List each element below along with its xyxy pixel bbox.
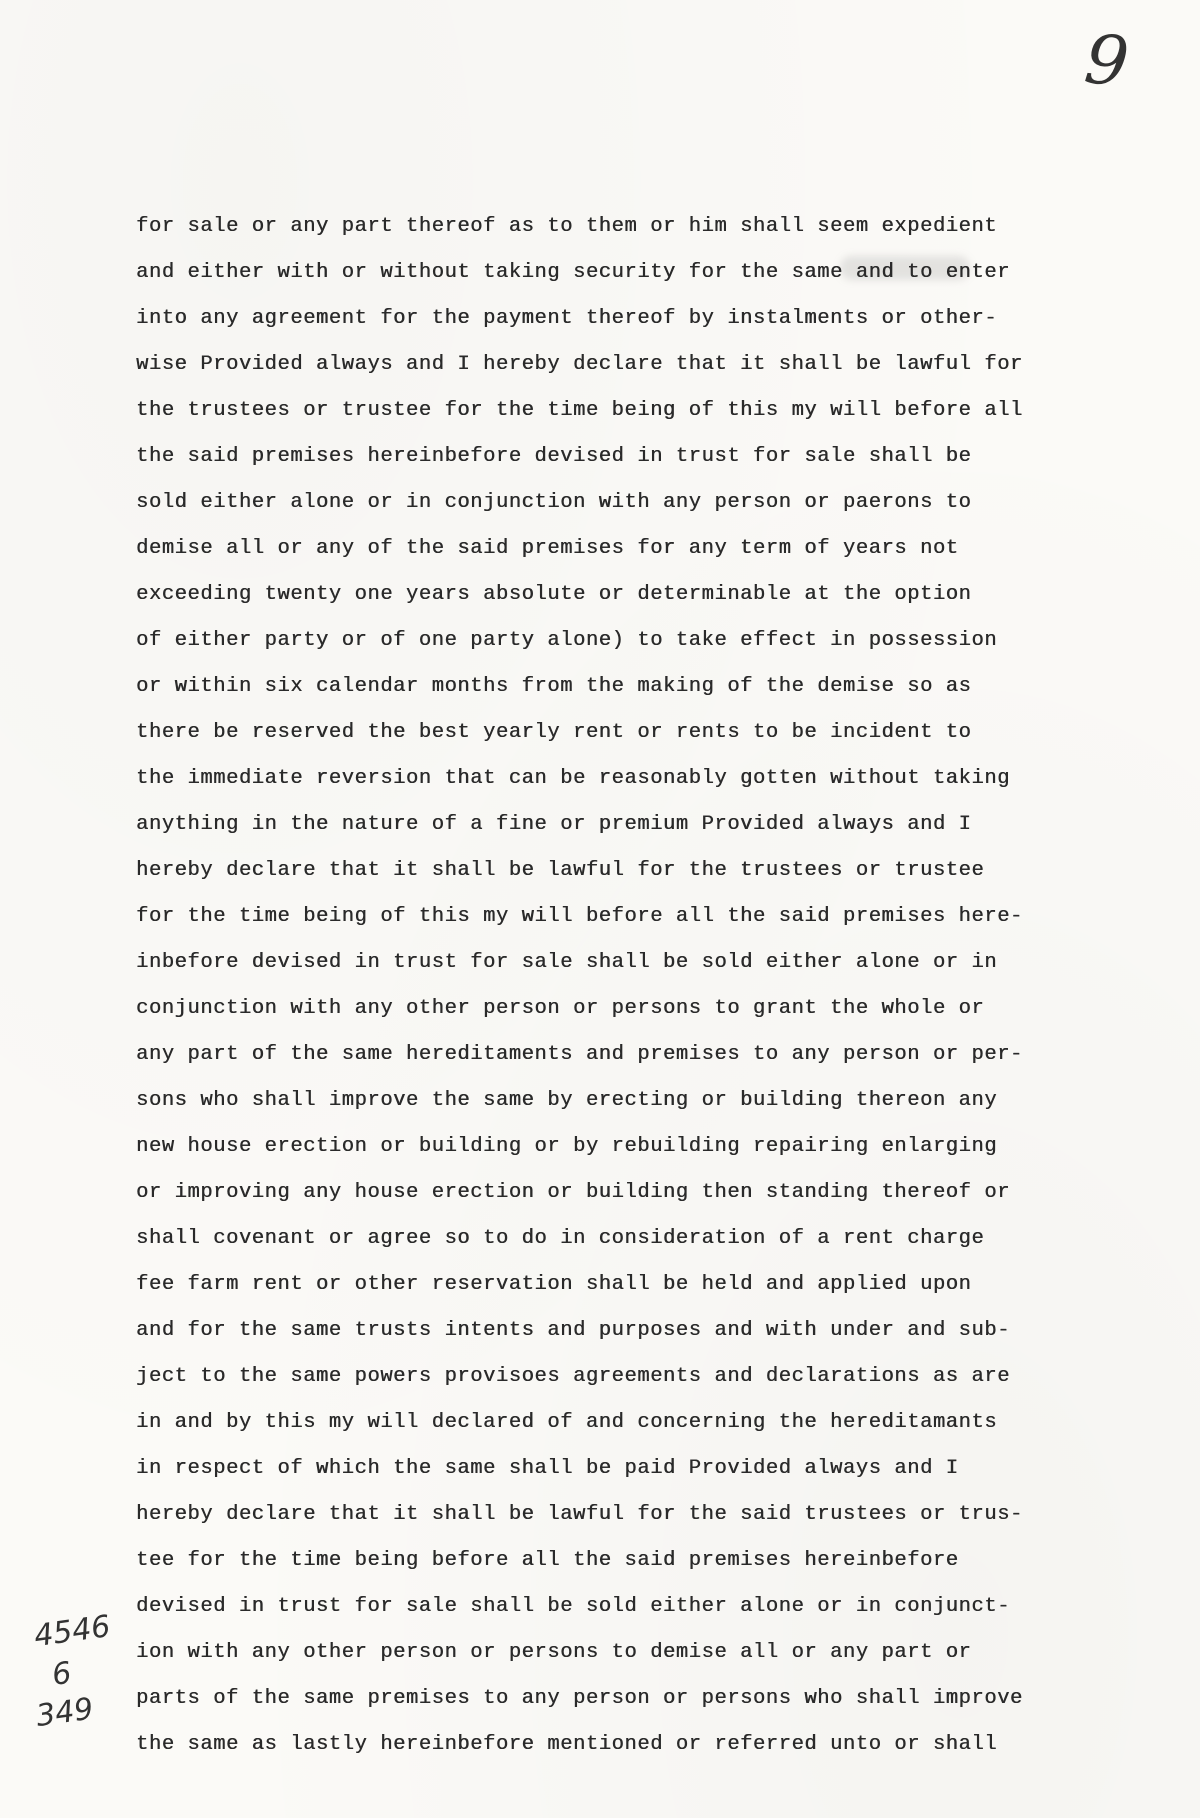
text-line: sons who shall improve the same by erecting or building thereon any: [136, 1089, 998, 1112]
text-line: and for the same trusts intents and purposes and with under and sub-: [136, 1319, 1010, 1342]
text-line: or improving any house erection or building then standing thereof or: [136, 1181, 1010, 1204]
text-line: and either with or without taking security for the same and to enter: [136, 261, 1010, 284]
margin-note: 349: [34, 1691, 96, 1735]
text-line: for sale or any part thereof as to them or him shall seem expedient: [136, 215, 998, 238]
text-line: inbefore devised in trust for sale shall be sold either alone or in: [136, 951, 998, 974]
page-number: 9: [1080, 19, 1133, 104]
text-line: into any agreement for the payment thereof by instalments or other-: [136, 307, 998, 330]
text-line: in respect of which the same shall be paid Provided always and I: [136, 1457, 959, 1480]
text-line: for the time being of this my will before all the said premises here-: [136, 905, 1023, 928]
text-line: hereby declare that it shall be lawful for the trustees or trustee: [136, 859, 985, 882]
text-line: the same as lastly hereinbefore mentioned or referred unto or shall: [136, 1733, 998, 1756]
text-line: in and by this my will declared of and concerning the hereditamants: [136, 1411, 998, 1434]
text-line: fee farm rent or other reservation shall be held and applied upon: [136, 1273, 972, 1296]
handwritten-margin-notes: [30, 1608, 140, 1735]
text-line: of either party or of one party alone) to take effect in possession: [136, 629, 998, 652]
text-line: wise Provided always and I hereby declare that it shall be lawful for: [136, 353, 1023, 376]
text-line: sold either alone or in conjunction with any person or paerons to: [136, 491, 972, 514]
text-line: hereby declare that it shall be lawful for the said trustees or trus-: [136, 1503, 1023, 1526]
margin-note: 6: [49, 1655, 74, 1693]
text-line: any part of the same hereditaments and premises to any person or per-: [136, 1043, 1023, 1066]
text-line: conjunction with any other person or persons to grant the whole or: [136, 997, 985, 1020]
margin-note: 4546: [32, 1608, 113, 1655]
document-body: [136, 204, 1136, 1768]
text-line: ject to the same powers provisoes agreements and declarations as are: [136, 1365, 1010, 1388]
text-line: the immediate reversion that can be reasonably gotten without taking: [136, 767, 1010, 790]
text-line: shall covenant or agree so to do in consideration of a rent charge: [136, 1227, 985, 1250]
text-line: or within six calendar months from the making of the demise so as: [136, 675, 972, 698]
text-line: demise all or any of the said premises for any term of years not: [136, 537, 959, 560]
text-line: devised in trust for sale shall be sold either alone or in conjunct-: [136, 1595, 1010, 1618]
text-line: exceeding twenty one years absolute or determinable at the option: [136, 583, 972, 606]
text-line: new house erection or building or by rebuilding repairing enlarging: [136, 1135, 998, 1158]
text-line: parts of the same premises to any person or persons who shall improve: [136, 1687, 1023, 1710]
text-line: ion with any other person or persons to demise all or any part or: [136, 1641, 972, 1664]
text-line: anything in the nature of a fine or premium Provided always and I: [136, 813, 972, 836]
text-line: the trustees or trustee for the time being of this my will before all: [136, 399, 1023, 422]
text-line: the said premises hereinbefore devised in trust for sale shall be: [136, 445, 972, 468]
text-line: there be reserved the best yearly rent or rents to be incident to: [136, 721, 972, 744]
text-line: tee for the time being before all the said premises hereinbefore: [136, 1549, 959, 1572]
